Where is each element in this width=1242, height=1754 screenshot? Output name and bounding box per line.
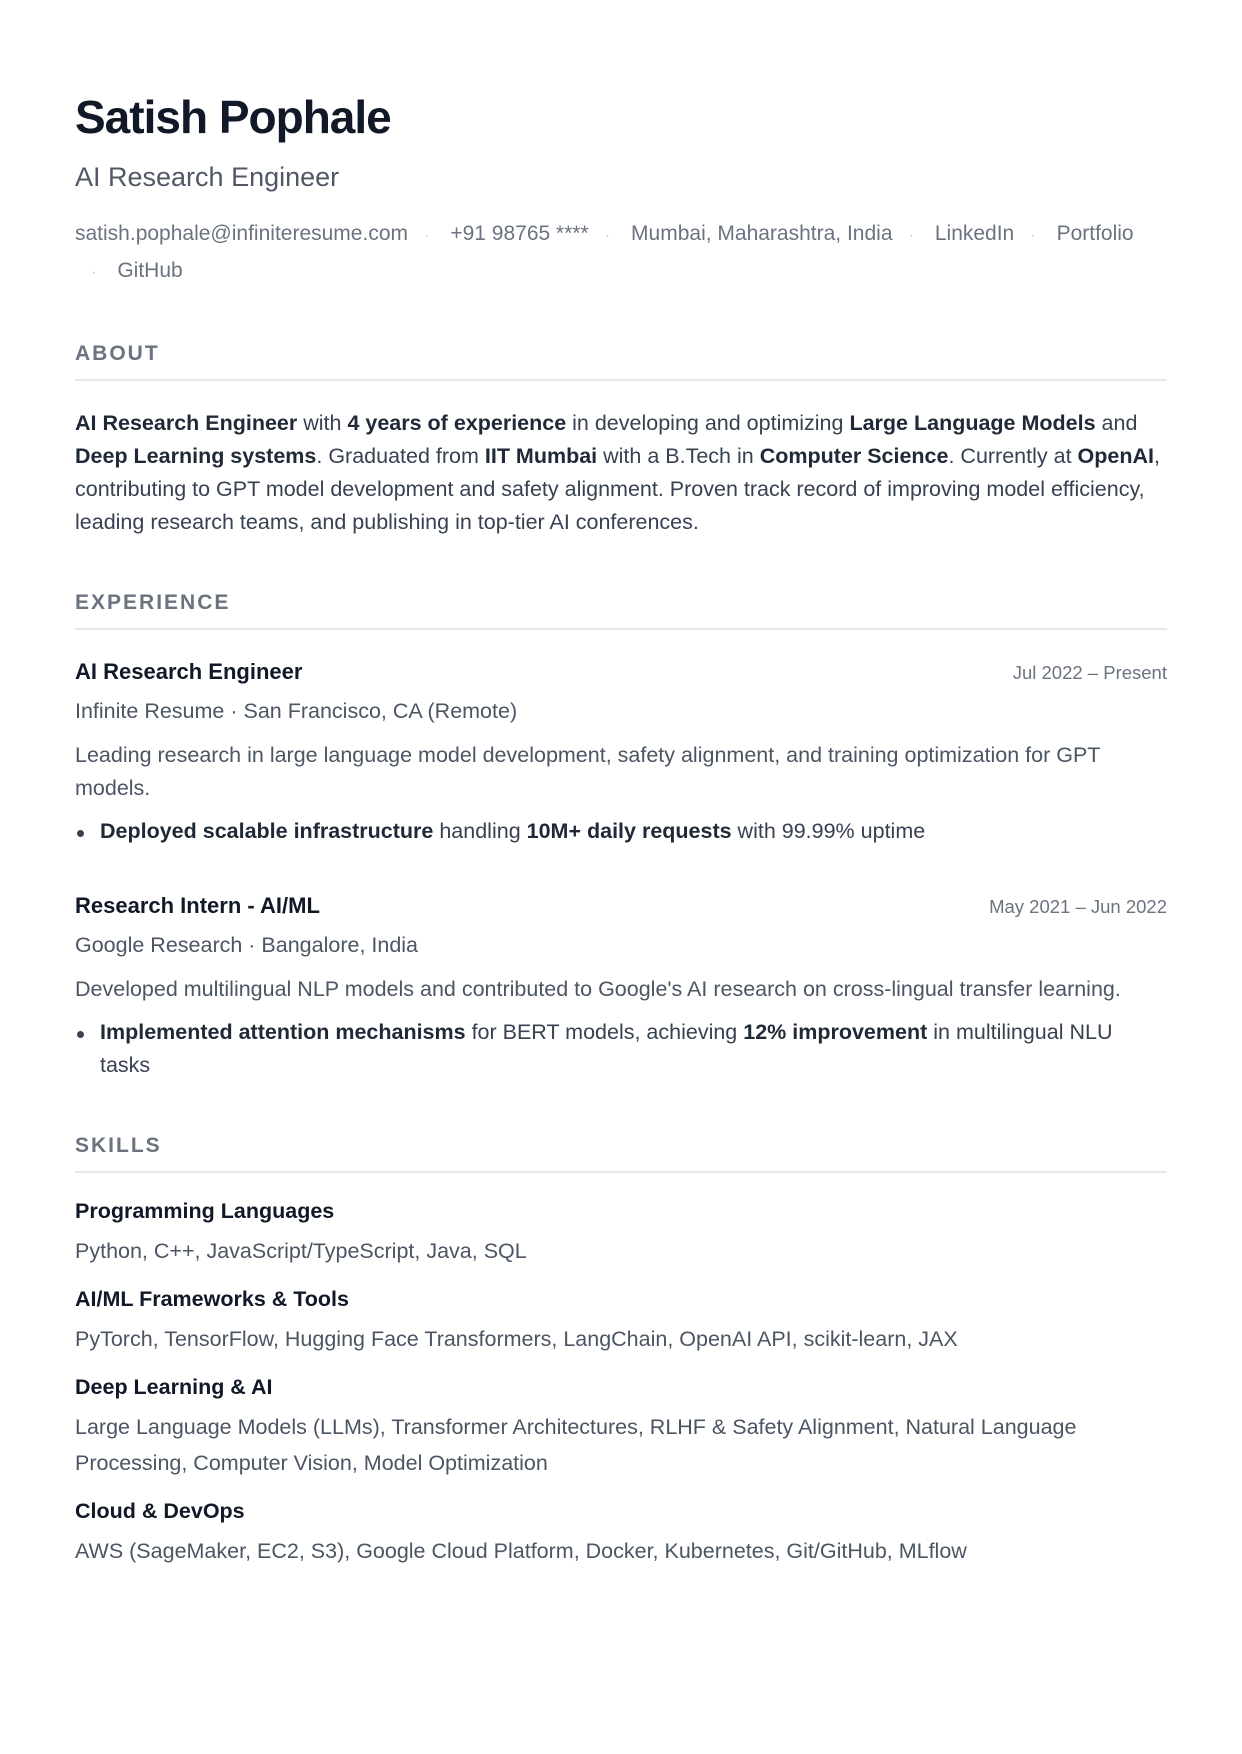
achievement-item	[75, 1016, 1167, 1082]
about-summary	[75, 407, 1167, 539]
experience-section	[75, 590, 1167, 1082]
about-heading: ABOUT	[75, 341, 1167, 381]
body-text: . Graduated from	[316, 444, 485, 468]
job-header	[75, 892, 1167, 921]
body-text: in multilingual NLU tasks	[100, 1020, 1113, 1077]
skill-group	[75, 1497, 1167, 1569]
job-entry	[75, 892, 1167, 1082]
skill-list: PyTorch, TensorFlow, Hugging Face Transformers, LangChain, OpenAI API, scikit-learn, JAX	[75, 1327, 958, 1351]
skill-category: Deep Learning & AI	[75, 1375, 273, 1399]
skill-category: Programming Languages	[75, 1199, 335, 1223]
job-title: AI Research Engineer	[75, 659, 303, 684]
skill-group	[75, 1373, 1167, 1481]
body-text: with 99.99% uptime	[731, 819, 926, 843]
emphasis-text: Large Language Models	[849, 411, 1096, 435]
achievement-list	[75, 1016, 1167, 1082]
job-header	[75, 658, 1167, 687]
emphasis-text: IIT Mumbai	[484, 444, 598, 468]
skill-list: Python, C++, JavaScript/TypeScript, Java, SQL	[75, 1239, 527, 1263]
body-text: handling	[433, 819, 527, 843]
body-text: with a B.Tech in	[597, 444, 760, 468]
contact-phone[interactable]: +91 98765 ****	[450, 222, 589, 245]
job-dates: May 2021 – Jun 2022	[989, 896, 1167, 917]
contact-separator: ·	[91, 264, 97, 281]
emphasis-text: Deployed scalable infrastructure	[100, 819, 434, 843]
emphasis-text: OpenAI	[1077, 444, 1154, 468]
skill-list: Large Language Models (LLMs), Transformer Architectures, RLHF & Safety Alignment, Natural Language Processing, Computer Vision, Model Optimization	[75, 1415, 1077, 1475]
body-text: for BERT models, achieving	[465, 1020, 744, 1044]
github-link[interactable]: GitHub	[117, 259, 183, 282]
emphasis-text: 10M+ daily requests	[526, 819, 732, 843]
contact-separator: ·	[424, 227, 430, 244]
emphasis-text: Implemented attention mechanisms	[100, 1020, 466, 1044]
candidate-name: Satish Pophale	[75, 91, 391, 143]
job-dates: Jul 2022 – Present	[1012, 662, 1167, 683]
achievement-list	[75, 815, 1167, 848]
body-text: and	[1095, 411, 1138, 435]
contact-separator: ·	[1030, 227, 1036, 244]
skills-heading: SKILLS	[75, 1133, 1167, 1173]
skill-list: AWS (SageMaker, EC2, S3), Google Cloud Platform, Docker, Kubernetes, Git/GitHub, MLflow	[75, 1539, 967, 1563]
contact-location: Mumbai, Maharashtra, India	[631, 222, 893, 245]
job-title: Research Intern - AI/ML	[75, 893, 320, 918]
emphasis-text: 4 years of experience	[347, 411, 567, 435]
job-entry	[75, 658, 1167, 848]
job-company: Infinite Resume · San Francisco, CA (Remote)	[75, 699, 518, 723]
emphasis-text: AI Research Engineer	[75, 411, 298, 435]
skill-category: Cloud & DevOps	[75, 1499, 245, 1523]
body-text: in developing and optimizing	[566, 411, 850, 435]
contact-separator: ·	[908, 227, 914, 244]
body-text: with	[297, 411, 348, 435]
linkedin-link[interactable]: LinkedIn	[934, 222, 1015, 245]
skill-group	[75, 1285, 1167, 1357]
contact-email[interactable]: satish.pophale@infiniteresume.com	[75, 222, 408, 245]
body-text: , contributing to GPT model development and safety alignment. Proven track record of improving model efficiency, leading research teams, and publishing in top-tier AI conferences.	[75, 444, 1160, 534]
contact-bar	[75, 216, 1167, 290]
achievement-item	[75, 815, 1167, 848]
emphasis-text: Computer Science	[759, 444, 949, 468]
about-section	[75, 341, 1167, 539]
body-text: . Currently at	[948, 444, 1078, 468]
portfolio-link[interactable]: Portfolio	[1056, 222, 1134, 245]
skills-section	[75, 1133, 1167, 1569]
job-description: Developed multilingual NLP models and contributed to Google's AI research on cross-lingual transfer learning.	[75, 977, 1121, 1001]
job-description: Leading research in large language model development, safety alignment, and training optimization for GPT models.	[75, 743, 1101, 800]
contact-separator: ·	[604, 227, 611, 244]
skill-category: AI/ML Frameworks & Tools	[75, 1287, 349, 1311]
experience-heading: EXPERIENCE	[75, 590, 1167, 630]
emphasis-text: 12% improvement	[743, 1020, 928, 1044]
job-company: Google Research · Bangalore, India	[75, 933, 419, 957]
skill-group	[75, 1197, 1167, 1269]
emphasis-text: Deep Learning systems	[75, 444, 317, 468]
job-title-headline: AI Research Engineer	[75, 162, 340, 192]
